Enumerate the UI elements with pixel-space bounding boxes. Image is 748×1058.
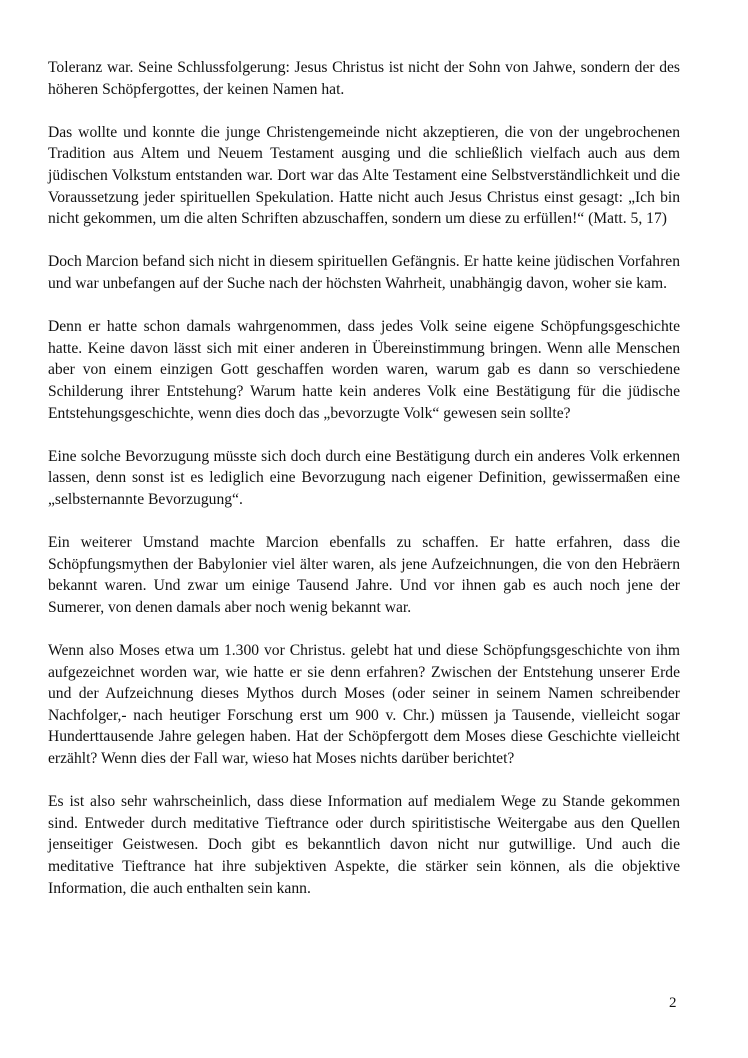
paragraph-2: Das wollte und konnte die junge Christengemeinde nicht akzeptieren, die von der ungebrochenen Tradition aus Altem und Neuem Testament ausging und die schließlich vielfach auch aus dem jüdischen Volkstum entstanden war. Dort war das Alte Testament eine Selbstverständlichkeit und die Voraussetzung jeder spirituellen Spekulation. Hatte nicht auch Jesus Christus einst gesagt: „Ich bin nicht gekommen, um die alten Schriften abzuschaffen, sondern um diese zu erfüllen!“ (Matt. 5, 17) bbox=[48, 123, 680, 228]
paragraph-5: Eine solche Bevorzugung müsste sich doch durch eine Bestätigung durch ein anderes Volk erkennen lassen, denn sonst ist es lediglich eine Bevorzugung nach eigener Definition, gewissermaßen eine „selbsternannte Bevorzugung“. bbox=[48, 447, 680, 508]
paragraph-7: Wenn also Moses etwa um 1.300 vor Christus. gelebt hat und diese Schöpfungsgeschichte von ihm aufgezeichnet worden war, wie hatte er sie denn erfahren? Zwischen der Entstehung unserer Erde und der Aufzeichnung dieses Mythos durch Moses (oder seiner in seinem Namen schreibender Nachfolger,- nach heutiger Forschung erst um 900 v. Chr.) müssen ja Tausende, vielleicht sogar Hunderttausende Jahre gelegen haben. Hat der Schöpfergott dem Moses diese Geschichte vielleicht erzählt? Wenn dies der Fall war, wieso hat Moses nichts darüber berichtet? bbox=[48, 642, 680, 767]
paragraph-1: Toleranz war. Seine Schlussfolgerung: Jesus Christus ist nicht der Sohn von Jahwe, sondern der des höheren Schöpfergottes, der keinen Namen hat. bbox=[48, 59, 680, 98]
paragraph-6: Ein weiterer Umstand machte Marcion ebenfalls zu schaffen. Er hatte erfahren, dass die Schöpfungsmythen der Babylonier viel älter waren, als jene Aufzeichnungen, die von den Hebräern bekannt waren. Und zwar um einige Tausend Jahre. Und vor ihnen gab es auch noch jene der Sumerer, von denen damals aber noch wenig bekannt war. bbox=[48, 534, 680, 616]
paragraph-4: Denn er hatte schon damals wahrgenommen, dass jedes Volk seine eigene Schöpfungsgeschichte hatte. Keine davon lässt sich mit einer anderen in Übereinstimmung bringen. Wenn alle Menschen aber von einem einzigen Gott geschaffen worden waren, warum gab es dann so verschiedene Schilderung ihrer Entstehung? Warum hatte kein anderes Volk eine Bestätigung für die jüdische Entstehungsgeschichte, wenn dies doch das „bevorzugte Volk“ gewesen sein sollte? bbox=[48, 318, 680, 422]
paragraph-3: Doch Marcion befand sich nicht in diesem spirituellen Gefängnis. Er hatte keine jüdischen Vorfahren und war unbefangen auf der Suche nach der höchsten Wahrheit, unabhängig davon, woher sie kam. bbox=[48, 253, 680, 292]
paragraph-8: Es ist also sehr wahrscheinlich, dass diese Information auf medialem Wege zu Stande gekommen sind. Entweder durch meditative Tieftrance oder durch spiritistische Weitergabe aus den Quellen jenseitiger Geistwesen. Doch gibt es bekanntlich davon nicht nur gutwillige. Und auch die meditative Tieftrance hat ihre subjektiven Aspekte, die stärker sein können, als die objektive Information, die auch enthalten sein kann. bbox=[48, 793, 680, 897]
page-number: 2 bbox=[669, 995, 677, 1011]
document-page bbox=[48, 57, 680, 921]
